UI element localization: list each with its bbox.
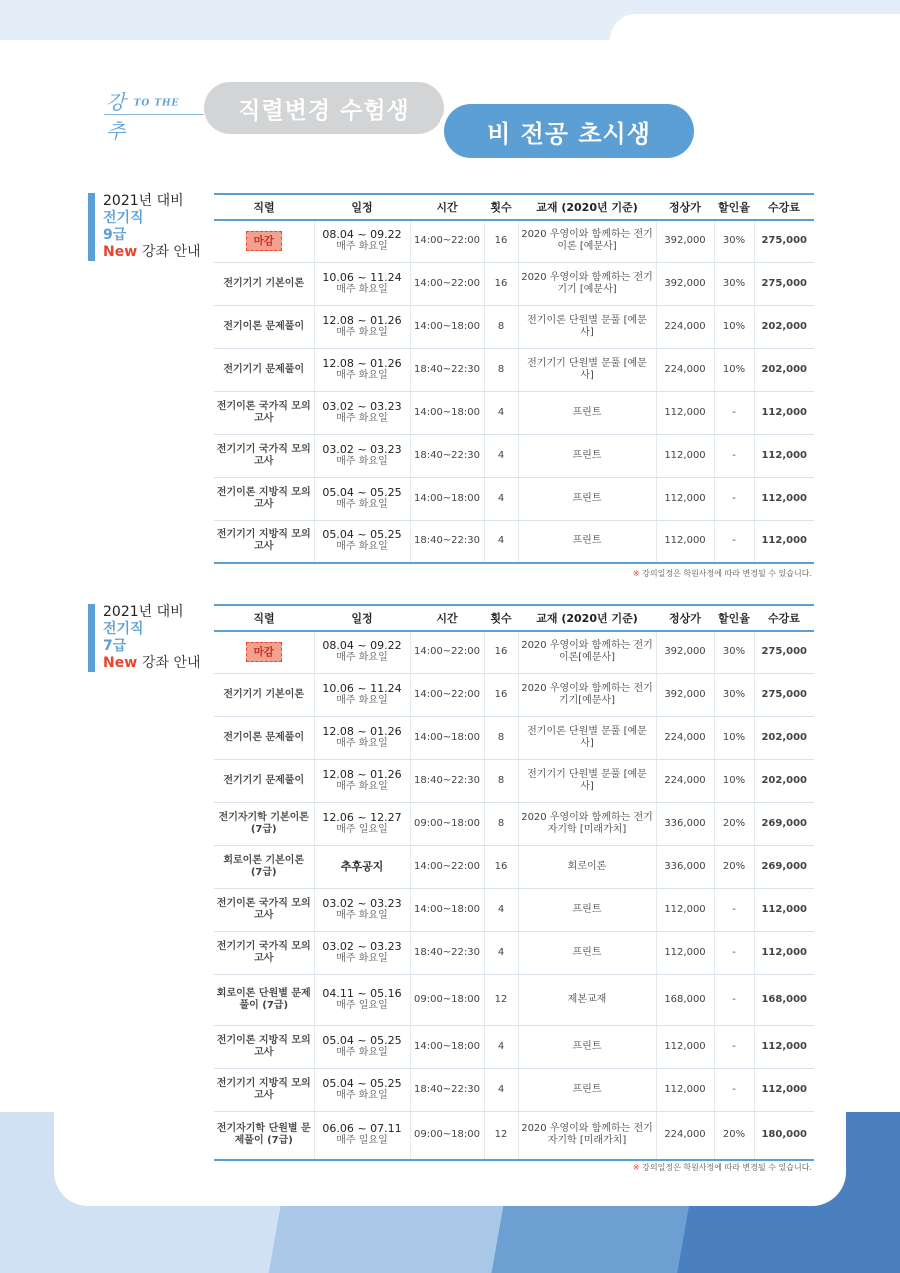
- list-price-cell: 224,000: [656, 759, 714, 802]
- schedule-cell: [314, 931, 410, 974]
- weekday: 매주 화요일: [336, 694, 388, 706]
- list-price-cell: 112,000: [656, 477, 714, 520]
- time-cell: 18:40~22:30: [410, 931, 484, 974]
- discount-cell: 30%: [714, 262, 754, 305]
- table-row: [214, 477, 814, 520]
- section-track: 전기직: [103, 621, 144, 637]
- course-name-cell: 전기이론 국가직 모의고사: [214, 888, 314, 931]
- column-header: 횟수: [484, 194, 518, 220]
- course-name-cell: 전기기기 지방직 모의고사: [214, 520, 314, 563]
- weekday: 매주 화요일: [336, 652, 388, 664]
- table-row: [214, 1068, 814, 1111]
- list-price-cell: 112,000: [656, 888, 714, 931]
- table-row: [214, 759, 814, 802]
- time-cell: 09:00~18:00: [410, 1111, 484, 1160]
- session-count-cell: 8: [484, 305, 518, 348]
- discount-cell: -: [714, 520, 754, 563]
- new-badge: New: [103, 244, 138, 260]
- textbook-cell: 2020 우영이와 함께하는 전기기기[예문사]: [518, 673, 656, 716]
- note-mark: ※: [632, 569, 640, 578]
- discount-cell: -: [714, 1068, 754, 1111]
- course-name-cell: 전기이론 지방직 모의고사: [214, 477, 314, 520]
- weekday: 매주 화요일: [336, 283, 388, 295]
- textbook-cell: 2020 우영이와 함께하는 전기이론 [예문사]: [518, 220, 656, 262]
- time-cell: 14:00~22:00: [410, 262, 484, 305]
- brand-logo: [106, 86, 202, 144]
- column-header: 정상가: [656, 605, 714, 631]
- schedule-cell: [314, 1068, 410, 1111]
- session-count-cell: 4: [484, 931, 518, 974]
- tuition-cell: 202,000: [754, 305, 814, 348]
- session-count-cell: 8: [484, 716, 518, 759]
- schedule-cell: [314, 845, 410, 888]
- session-count-cell: 16: [484, 845, 518, 888]
- tab-non-major[interactable]: 비 전공 초시생: [444, 104, 694, 158]
- time-cell: 14:00~18:00: [410, 305, 484, 348]
- session-count-cell: 16: [484, 673, 518, 716]
- course-name-cell: 전기기기 국가직 모의고사: [214, 434, 314, 477]
- list-price-cell: 224,000: [656, 1111, 714, 1160]
- tuition-cell: 112,000: [754, 434, 814, 477]
- table-row: [214, 305, 814, 348]
- time-cell: 09:00~18:00: [410, 802, 484, 845]
- weekday: 매주 화요일: [336, 737, 388, 749]
- course-name-cell: 전기기기 기본이론: [214, 262, 314, 305]
- list-price-cell: 112,000: [656, 434, 714, 477]
- tuition-cell: 202,000: [754, 348, 814, 391]
- weekday: 매주 화요일: [336, 241, 388, 253]
- discount-cell: -: [714, 391, 754, 434]
- section-guide: 강좌 안내: [142, 244, 201, 260]
- session-count-cell: 16: [484, 220, 518, 262]
- discount-cell: -: [714, 477, 754, 520]
- time-cell: 14:00~18:00: [410, 477, 484, 520]
- column-header: 직렬: [214, 605, 314, 631]
- course-name-cell: 전기이론 국가직 모의고사: [214, 391, 314, 434]
- schedule-cell: [314, 1025, 410, 1068]
- table-row: [214, 931, 814, 974]
- time-cell: 18:40~22:30: [410, 348, 484, 391]
- textbook-cell: 제본교재: [518, 974, 656, 1025]
- date-range: 12.06 ~ 12.27: [322, 810, 402, 824]
- new-badge: New: [103, 655, 138, 671]
- weekday: 매주 화요일: [336, 952, 388, 964]
- schedule-cell: [314, 802, 410, 845]
- time-cell: 14:00~18:00: [410, 391, 484, 434]
- weekday: 매주 일요일: [336, 823, 388, 835]
- schedule-cell: [314, 220, 410, 262]
- session-count-cell: 4: [484, 888, 518, 931]
- table-row: [214, 434, 814, 477]
- schedule-table-7급: [214, 604, 814, 1161]
- weekday: 매주 화요일: [336, 909, 388, 921]
- time-cell: 09:00~18:00: [410, 974, 484, 1025]
- date-range: 05.04 ~ 05.25: [322, 485, 402, 499]
- column-header: 정상가: [656, 194, 714, 220]
- weekday: 매주 일요일: [336, 999, 388, 1011]
- column-header: 시간: [410, 194, 484, 220]
- column-header: 교재 (2020년 기준): [518, 605, 656, 631]
- section-guide: 강좌 안내: [142, 655, 201, 671]
- weekday: 매주 화요일: [336, 326, 388, 338]
- brand-logo-part: 추: [106, 119, 127, 143]
- schedule-cell: [314, 716, 410, 759]
- weekday: 매주 일요일: [336, 1135, 388, 1147]
- discount-cell: 30%: [714, 220, 754, 262]
- tuition-cell: 112,000: [754, 1068, 814, 1111]
- time-cell: 18:40~22:30: [410, 434, 484, 477]
- weekday: 매주 화요일: [336, 412, 388, 424]
- table-row: [214, 262, 814, 305]
- weekday: 매주 화요일: [336, 455, 388, 467]
- textbook-cell: 프린트: [518, 391, 656, 434]
- note-text: 강의일정은 학원사정에 따라 변경될 수 있습니다.: [642, 1163, 812, 1172]
- course-name-cell: 전기기기 국가직 모의고사: [214, 931, 314, 974]
- schedule-cell: [314, 348, 410, 391]
- weekday: 매주 화요일: [336, 541, 388, 553]
- session-count-cell: 8: [484, 348, 518, 391]
- column-header: 일정: [314, 194, 410, 220]
- time-cell: 14:00~18:00: [410, 888, 484, 931]
- session-count-cell: 4: [484, 391, 518, 434]
- course-name-cell: 전기이론 문제풀이: [214, 716, 314, 759]
- tuition-cell: 112,000: [754, 391, 814, 434]
- table-row: [214, 220, 814, 262]
- table-row: [214, 716, 814, 759]
- textbook-cell: 프린트: [518, 1068, 656, 1111]
- schedule-table-9급: [214, 193, 814, 564]
- table-row: [214, 802, 814, 845]
- column-header: 교재 (2020년 기준): [518, 194, 656, 220]
- schedule-cell: [314, 631, 410, 673]
- tuition-cell: 180,000: [754, 1111, 814, 1160]
- date-range: 05.04 ~ 05.25: [322, 1033, 402, 1047]
- section-label-7급: [88, 604, 208, 672]
- tuition-cell: 112,000: [754, 477, 814, 520]
- date-range: 06.06 ~ 07.11: [322, 1122, 402, 1136]
- date-range: 08.04 ~ 09.22: [322, 228, 402, 242]
- list-price-cell: 168,000: [656, 974, 714, 1025]
- table-row: [214, 348, 814, 391]
- date-range: 12.08 ~ 01.26: [322, 767, 402, 781]
- list-price-cell: 224,000: [656, 305, 714, 348]
- textbook-cell: 전기이론 단원별 문풀 [예문사]: [518, 716, 656, 759]
- textbook-cell: 프린트: [518, 931, 656, 974]
- weekday: 매주 화요일: [336, 1046, 388, 1058]
- date-range: 08.04 ~ 09.22: [322, 639, 402, 653]
- table-row: [214, 888, 814, 931]
- textbook-cell: 전기이론 단원별 문풀 [예문사]: [518, 305, 656, 348]
- list-price-cell: 336,000: [656, 845, 714, 888]
- tuition-cell: 168,000: [754, 974, 814, 1025]
- table-row: [214, 974, 814, 1025]
- list-price-cell: 392,000: [656, 220, 714, 262]
- textbook-cell: 2020 우영이와 함께하는 전기자기학 [미래가치]: [518, 802, 656, 845]
- table-row: [214, 673, 814, 716]
- date-range: 12.08 ~ 01.26: [322, 356, 402, 370]
- course-name-cell: 회로이론 단원별 문제풀이 (7급): [214, 974, 314, 1025]
- session-count-cell: 16: [484, 262, 518, 305]
- list-price-cell: 392,000: [656, 631, 714, 673]
- tuition-cell: 202,000: [754, 759, 814, 802]
- schedule-cell: [314, 391, 410, 434]
- session-count-cell: 4: [484, 477, 518, 520]
- section-label-9급: [88, 193, 208, 261]
- session-count-cell: 4: [484, 1025, 518, 1068]
- textbook-cell: 프린트: [518, 477, 656, 520]
- list-price-cell: 112,000: [656, 1025, 714, 1068]
- column-header: 횟수: [484, 605, 518, 631]
- brand-logo-mid: TO THE: [133, 98, 180, 109]
- note-text: 강의일정은 학원사정에 따라 변경될 수 있습니다.: [642, 569, 812, 578]
- schedule-cell: [314, 974, 410, 1025]
- date-range: 05.04 ~ 05.25: [322, 528, 402, 542]
- date-range: 05.04 ~ 05.25: [322, 1076, 402, 1090]
- tuition-cell: 112,000: [754, 931, 814, 974]
- table-row: [214, 1111, 814, 1160]
- discount-cell: -: [714, 1025, 754, 1068]
- section-track: 전기직: [103, 210, 144, 226]
- brand-underline: [104, 114, 204, 115]
- closed-badge: 마감: [246, 231, 282, 251]
- section-grade: 9급: [103, 227, 127, 243]
- section-year: 2021년 대비: [103, 193, 184, 209]
- course-name-cell: 전기기기 문제풀이: [214, 759, 314, 802]
- tuition-cell: 112,000: [754, 888, 814, 931]
- closed-badge: 마감: [246, 642, 282, 662]
- date-range: 04.11 ~ 05.16: [322, 986, 402, 1000]
- tuition-cell: 275,000: [754, 220, 814, 262]
- column-header: 할인율: [714, 194, 754, 220]
- schedule-cell: [314, 477, 410, 520]
- list-price-cell: 112,000: [656, 520, 714, 563]
- tuition-cell: 275,000: [754, 631, 814, 673]
- course-name-cell: [214, 220, 314, 262]
- time-cell: 14:00~22:00: [410, 845, 484, 888]
- list-price-cell: 112,000: [656, 1068, 714, 1111]
- schedule-cell: [314, 305, 410, 348]
- time-cell: 18:40~22:30: [410, 520, 484, 563]
- textbook-cell: 2020 우영이와 함께하는 전기자기학 [미래가치]: [518, 1111, 656, 1160]
- list-price-cell: 392,000: [656, 673, 714, 716]
- course-name-cell: 전기자기학 기본이론 (7급): [214, 802, 314, 845]
- column-header: 일정: [314, 605, 410, 631]
- schedule-cell: [314, 1111, 410, 1160]
- session-count-cell: 4: [484, 434, 518, 477]
- schedule-cell: [314, 262, 410, 305]
- course-name-cell: 전기이론 지방직 모의고사: [214, 1025, 314, 1068]
- note-mark: ※: [632, 1163, 640, 1172]
- textbook-cell: 프린트: [518, 1025, 656, 1068]
- weekday: 매주 화요일: [336, 369, 388, 381]
- tuition-cell: 112,000: [754, 520, 814, 563]
- weekday: 매주 화요일: [336, 498, 388, 510]
- date-range: 03.02 ~ 03.23: [322, 399, 402, 413]
- tuition-cell: 275,000: [754, 262, 814, 305]
- list-price-cell: 392,000: [656, 262, 714, 305]
- session-count-cell: 16: [484, 631, 518, 673]
- discount-cell: 10%: [714, 716, 754, 759]
- schedule-cell: [314, 520, 410, 563]
- table-row: [214, 845, 814, 888]
- session-count-cell: 12: [484, 974, 518, 1025]
- time-cell: 14:00~22:00: [410, 220, 484, 262]
- tuition-cell: 275,000: [754, 673, 814, 716]
- discount-cell: 30%: [714, 631, 754, 673]
- date-range: 10.06 ~ 11.24: [322, 681, 402, 695]
- date-range: 추후공지: [340, 859, 384, 873]
- table-row: [214, 520, 814, 563]
- course-name-cell: 전기자기학 단원별 문제풀이 (7급): [214, 1111, 314, 1160]
- discount-cell: 20%: [714, 802, 754, 845]
- discount-cell: -: [714, 974, 754, 1025]
- discount-cell: 10%: [714, 305, 754, 348]
- schedule-cell: [314, 434, 410, 477]
- textbook-cell: 프린트: [518, 434, 656, 477]
- tuition-cell: 269,000: [754, 802, 814, 845]
- weekday: 매주 화요일: [336, 780, 388, 792]
- time-cell: 14:00~22:00: [410, 673, 484, 716]
- date-range: 03.02 ~ 03.23: [322, 939, 402, 953]
- schedule-cell: [314, 673, 410, 716]
- date-range: 03.02 ~ 03.23: [322, 442, 402, 456]
- discount-cell: 20%: [714, 1111, 754, 1160]
- textbook-cell: 프린트: [518, 888, 656, 931]
- tab-career-change[interactable]: 직렬변경 수험생: [204, 82, 444, 134]
- discount-cell: -: [714, 931, 754, 974]
- schedule-cell: [314, 888, 410, 931]
- date-range: 12.08 ~ 01.26: [322, 724, 402, 738]
- session-count-cell: 8: [484, 802, 518, 845]
- list-price-cell: 112,000: [656, 931, 714, 974]
- column-header: 할인율: [714, 605, 754, 631]
- session-count-cell: 12: [484, 1111, 518, 1160]
- table-header-row: [214, 605, 814, 631]
- session-count-cell: 8: [484, 759, 518, 802]
- discount-cell: 10%: [714, 759, 754, 802]
- section-year: 2021년 대비: [103, 604, 184, 620]
- discount-cell: 10%: [714, 348, 754, 391]
- column-header: 직렬: [214, 194, 314, 220]
- time-cell: 18:40~22:30: [410, 1068, 484, 1111]
- list-price-cell: 336,000: [656, 802, 714, 845]
- course-name-cell: [214, 631, 314, 673]
- session-count-cell: 4: [484, 1068, 518, 1111]
- textbook-cell: 프린트: [518, 520, 656, 563]
- discount-cell: -: [714, 434, 754, 477]
- column-header: 수강료: [754, 605, 814, 631]
- table-row: [214, 631, 814, 673]
- tuition-cell: 202,000: [754, 716, 814, 759]
- schedule-note: [633, 1162, 812, 1173]
- textbook-cell: 2020 우영이와 함께하는 전기이론[예문사]: [518, 631, 656, 673]
- course-name-cell: 전기기기 기본이론: [214, 673, 314, 716]
- discount-cell: 20%: [714, 845, 754, 888]
- course-name-cell: 전기이론 문제풀이: [214, 305, 314, 348]
- date-range: 12.08 ~ 01.26: [322, 313, 402, 327]
- time-cell: 14:00~18:00: [410, 716, 484, 759]
- tuition-cell: 269,000: [754, 845, 814, 888]
- tuition-cell: 112,000: [754, 1025, 814, 1068]
- list-price-cell: 224,000: [656, 348, 714, 391]
- discount-cell: -: [714, 888, 754, 931]
- time-cell: 14:00~22:00: [410, 631, 484, 673]
- table-header-row: [214, 194, 814, 220]
- time-cell: 18:40~22:30: [410, 759, 484, 802]
- column-header: 수강료: [754, 194, 814, 220]
- section-grade: 7급: [103, 638, 127, 654]
- discount-cell: 30%: [714, 673, 754, 716]
- textbook-cell: 전기기기 단원별 문풀 [예문사]: [518, 759, 656, 802]
- textbook-cell: 전기기기 단원별 문풀 [예문사]: [518, 348, 656, 391]
- brand-logo-part: 강: [106, 90, 127, 114]
- course-name-cell: 전기기기 문제풀이: [214, 348, 314, 391]
- schedule-note: [633, 568, 812, 579]
- session-count-cell: 4: [484, 520, 518, 563]
- course-name-cell: 전기기기 지방직 모의고사: [214, 1068, 314, 1111]
- course-name-cell: 회로이론 기본이론 (7급): [214, 845, 314, 888]
- list-price-cell: 224,000: [656, 716, 714, 759]
- weekday: 매주 화요일: [336, 1089, 388, 1101]
- list-price-cell: 112,000: [656, 391, 714, 434]
- textbook-cell: 2020 우영이와 함께하는 전기기기 [예문사]: [518, 262, 656, 305]
- date-range: 03.02 ~ 03.23: [322, 896, 402, 910]
- table-row: [214, 1025, 814, 1068]
- column-header: 시간: [410, 605, 484, 631]
- time-cell: 14:00~18:00: [410, 1025, 484, 1068]
- table-row: [214, 391, 814, 434]
- schedule-cell: [314, 759, 410, 802]
- textbook-cell: 회로이론: [518, 845, 656, 888]
- date-range: 10.06 ~ 11.24: [322, 270, 402, 284]
